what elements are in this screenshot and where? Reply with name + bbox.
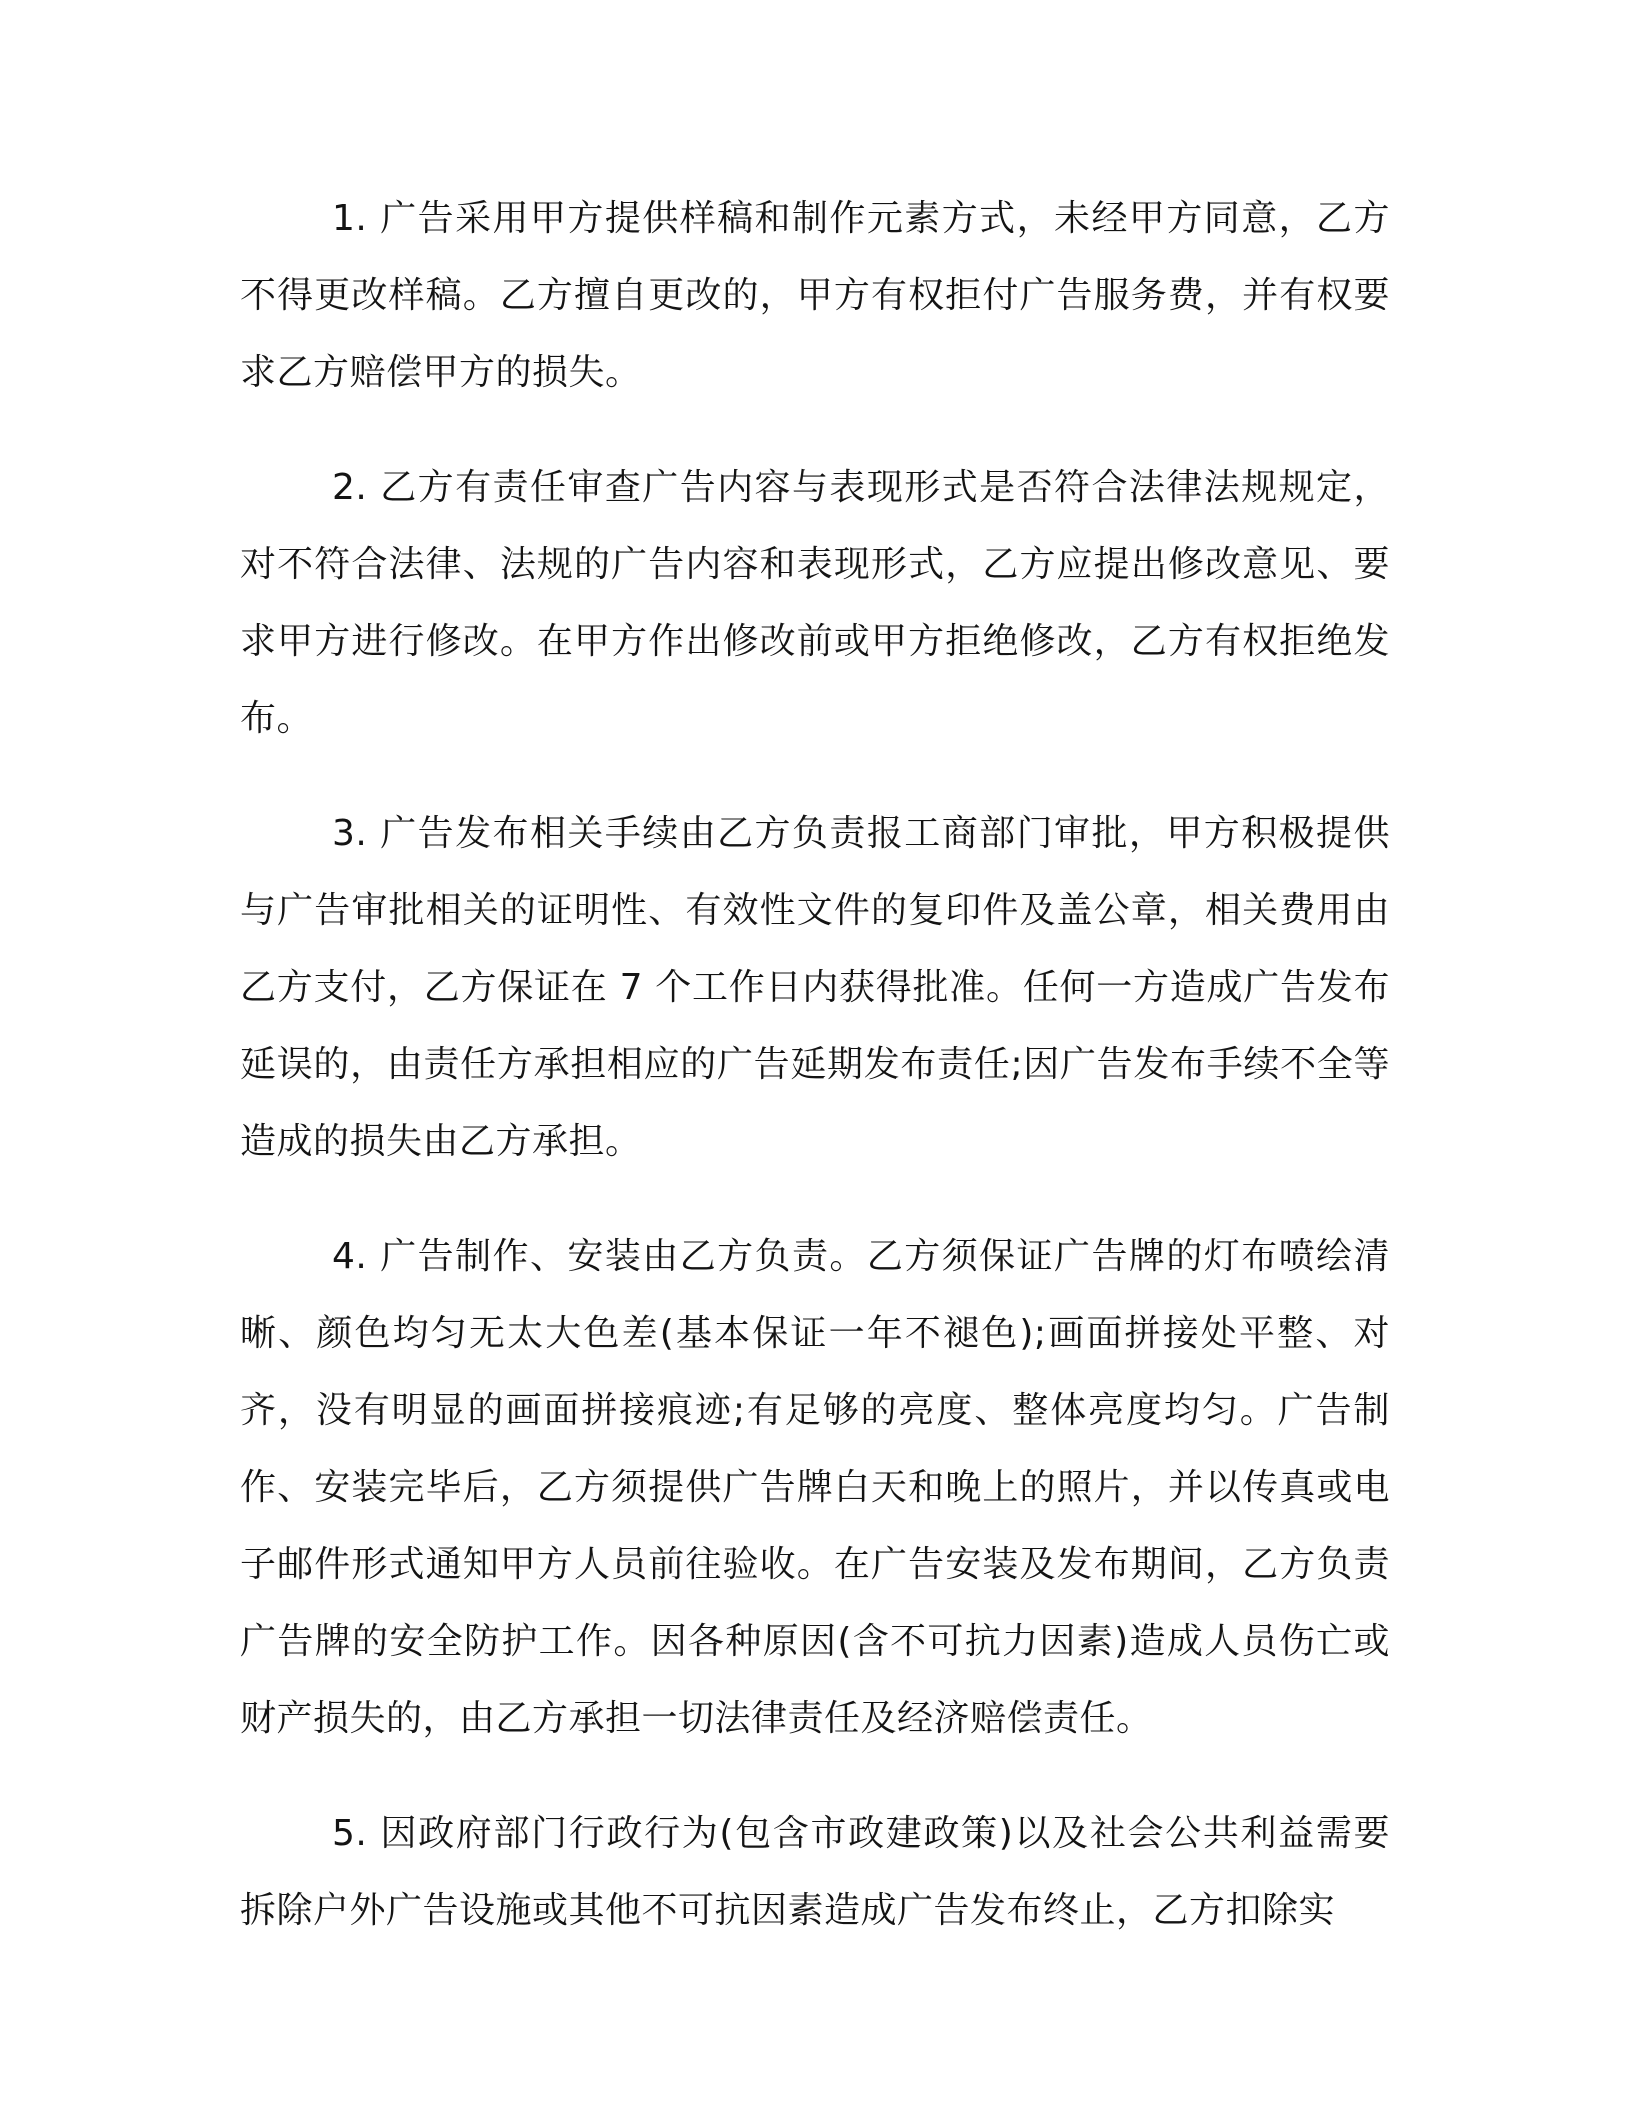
clause-1: 1. 广告采用甲方提供样稿和制作元素方式，未经甲方同意，乙方不得更改样稿。乙方擅自更改的，甲方有权拒付广告服务费，并有权要求乙方赔偿甲方的损失。 (240, 198, 1390, 393)
document-body (240, 180, 1390, 1949)
clause-3: 3. 广告发布相关手续由乙方负责报工商部门审批，甲方积极提供与广告审批相关的证明性、有效性文件的复印件及盖公章，相关费用由乙方支付，乙方保证在 7 个工作日内获得批准。任何一方造成广告发布延误的，由责任方承担相应的广告延期发布责任;因广告发布手续不全等造成的损失由乙方承担。 (240, 813, 1390, 1162)
clause-4: 4. 广告制作、安装由乙方负责。乙方须保证广告牌的灯布喷绘清晰、颜色均匀无太大色差(基本保证一年不褪色);画面拼接处平整、对齐，没有明显的画面拼接痕迹;有足够的亮度、整体亮度均匀。广告制作、安装完毕后，乙方须提供广告牌白天和晚上的照片，并以传真或电子邮件形式通知甲方人员前往验收。在广告安装及发布期间，乙方负责广告牌的安全防护工作。因各种原因(含不可抗力因素)造成人员伤亡或财产损失的，由乙方承担一切法律责任及经济赔偿责任。 (240, 1236, 1390, 1739)
clause-5: 5. 因政府部门行政行为(包含市政建政策)以及社会公共利益需要拆除户外广告设施或其他不可抗因素造成广告发布终止，乙方扣除实 (240, 1813, 1390, 1931)
clause-2: 2. 乙方有责任审查广告内容与表现形式是否符合法律法规规定，对不符合法律、法规的广告内容和表现形式，乙方应提出修改意见、要求甲方进行修改。在甲方作出修改前或甲方拒绝修改，乙方有权拒绝发布。 (240, 467, 1390, 739)
